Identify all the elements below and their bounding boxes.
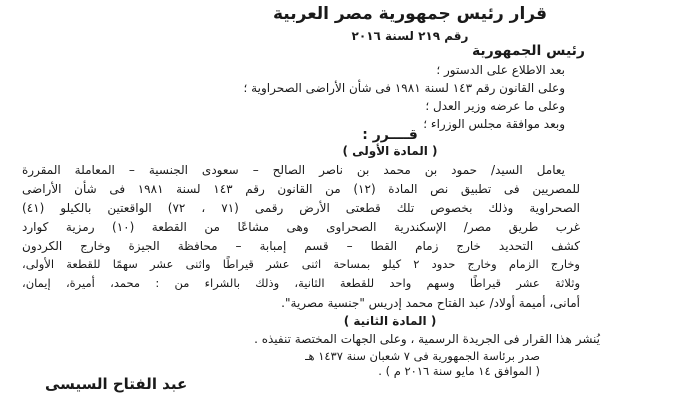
signature: عبد الفتاح السيسى: [45, 375, 188, 393]
article-one-line: يعامل السيد/ حمود بن محمد بن ناصر الصالح – سعودى الجنسية – المعاملة المقررة: [22, 163, 565, 177]
article-one-line: وثلاثة عشر قيراطًا وسهم واحد للقطعة الثانية، وذلك بالشراء من : محمد، أميرة، إيمان،: [22, 276, 580, 290]
decree-title: قرار رئيس جمهورية مصر العربية: [272, 4, 547, 24]
preamble-line: بعد الاطلاع على الدستور ؛: [436, 63, 565, 77]
issued-line: صدر برئاسة الجمهورية فى ٧ شعبان سنة ١٤٣٧ هـ: [305, 349, 540, 363]
decided-heading: قــــرر :: [362, 127, 418, 143]
president-heading: رئيس الجمهورية: [471, 43, 585, 59]
preamble-line: وعلى القانون رقم ١٤٣ لسنة ١٩٨١ فى شأن الأراضى الصحراوية ؛: [243, 81, 565, 95]
article-one-line: أمانى، أميمة أولاد/ عبد الفتاح محمد إدريس "جنسية مصرية".: [281, 296, 580, 310]
article-one-line: وخارج الزمام وخارج حدود ٢ كيلو بمساحة اثنى عشر قيراطًا واثنى عشر سهمًا للقطعة الأولى،: [22, 257, 580, 271]
article-two-line: يُنشر هذا القرار فى الجريدة الرسمية ، وعلى الجهات المختصة تنفيذه .: [254, 332, 600, 346]
article-one-line: للمصريين فى تطبيق نص المادة (١٢) من القانون رقم ١٤٣ لسنة ١٩٨١ فى شأن الأراضى: [22, 182, 581, 196]
article-one-line: الصحراوية وذلك بخصوص تلك قطعتى الأرض رقمى (٧١ ، ٧٢) الواقعتين بالكيلو (٤١): [22, 201, 580, 215]
article-one-label: ( المادة الأولى ): [342, 144, 438, 158]
article-two-label: ( المادة الثانية ): [343, 314, 437, 328]
article-one-line: كشف التحديد خارج زمام القطا – قسم إمبابة – محافظة الجيزة وخارج الكردون: [22, 239, 580, 253]
preamble-line: وعلى ما عرضه وزير العدل ؛: [425, 99, 565, 113]
article-one-line: غرب طريق مصر/ الإسكندرية الصحراوى وهى مشاعًا من القطعة (١٠) رمزية كوارد: [22, 220, 581, 234]
issued-line: ( الموافق ١٤ مايو سنة ٢٠١٦ م ) .: [378, 364, 540, 378]
preamble-line: وبعد موافقة مجلس الوزراء ؛: [423, 117, 565, 131]
decree-number: رقم ٢١٩ لسنة ٢٠١٦: [351, 29, 469, 43]
